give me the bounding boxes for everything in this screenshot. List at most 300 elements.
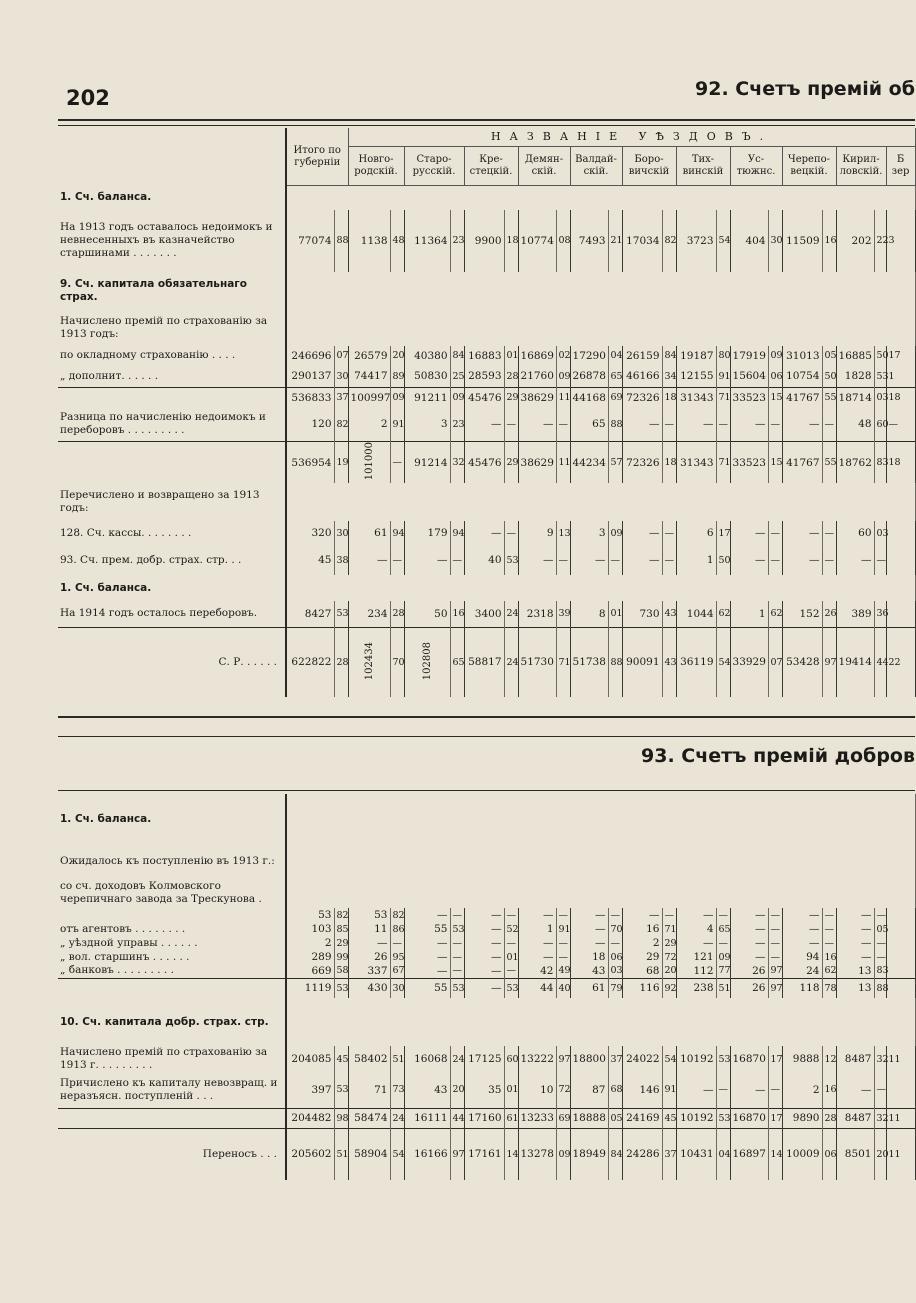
cell-rubles: 13222 <box>518 1046 556 1072</box>
cell-rubles: — <box>404 964 450 978</box>
cell-rubles: 12155 <box>676 366 716 388</box>
cell-kopecks: 68 <box>608 1072 622 1108</box>
cell-rubles: 204085 <box>286 1046 334 1072</box>
cell-kopecks: — <box>822 545 836 575</box>
cell-kopecks: 24 <box>504 601 518 627</box>
cell-rubles: — <box>518 408 556 442</box>
table-row <box>58 936 915 950</box>
cell-kopecks: 97 <box>556 1046 570 1072</box>
cell-kopecks: 09 <box>768 346 782 366</box>
table-row <box>58 978 915 998</box>
cell-rubles: — <box>348 936 390 950</box>
cell-rubles: 9888 <box>782 1046 822 1072</box>
cell-rubles: 24022 <box>622 1046 662 1072</box>
cell-rubles: 26 <box>730 964 768 978</box>
cell-rubles: — <box>570 545 608 575</box>
cell-kopecks: 01 <box>504 1072 518 1108</box>
cell-kopecks: 32 <box>874 1046 886 1072</box>
cell-kopecks: 09 <box>556 366 570 388</box>
header-group-text: НАЗВАНІЕ УѢЗДОВЪ. <box>490 129 773 143</box>
cell-kopecks: 92 <box>662 978 676 998</box>
cell-kopecks: — <box>504 964 518 978</box>
cell-rubles <box>348 627 390 697</box>
cell-kopecks: 45 <box>662 1108 676 1128</box>
cell-kopecks: 16 <box>822 950 836 964</box>
cell-rubles: — <box>404 545 450 575</box>
cell-kopecks: 72 <box>662 950 676 964</box>
cell-rubles: 18762 <box>836 442 874 484</box>
cell-rubles: 13233 <box>518 1108 556 1128</box>
cell-kopecks: 53 <box>716 1046 730 1072</box>
cell-kopecks: 49 <box>556 964 570 978</box>
table93-top-rule <box>58 790 915 791</box>
cell-rubles: 31013 <box>782 346 822 366</box>
cell-kopecks: — <box>874 950 886 964</box>
cell-kopecks: 62 <box>822 964 836 978</box>
cell-rubles: 33929 <box>730 627 768 697</box>
cell-rubles: 26878 <box>570 366 608 388</box>
top-rule-thick <box>58 119 915 121</box>
cell-kopecks: 37 <box>334 388 348 408</box>
cell-kopecks: 05 <box>608 1108 622 1128</box>
cell-rubles: 10754 <box>782 366 822 388</box>
header-district: Кре-стецкій. <box>464 147 518 186</box>
cell-rubles: 11364 <box>404 210 450 272</box>
cell-kopecks: — <box>608 936 622 950</box>
cell-rubles: 31343 <box>676 388 716 408</box>
table-row <box>58 186 915 210</box>
cell-rubles: 51738 <box>570 627 608 697</box>
cell-kopecks: — <box>662 545 676 575</box>
row-label: „ дополнит. . . . . . <box>58 366 286 388</box>
row-label: Перечислено и возвращено за 1913 годъ: <box>58 483 286 521</box>
cell-rubles: — <box>730 521 768 545</box>
cell-rubles: 58402 <box>348 1046 390 1072</box>
cell-kopecks: 24 <box>390 1108 404 1128</box>
cell-kopecks: 84 <box>662 346 676 366</box>
cell-rubles: 3 <box>404 408 450 442</box>
cell-kopecks: 70 <box>390 627 404 697</box>
cell-kopecks: 37 <box>608 1046 622 1072</box>
cell-partial <box>886 545 915 575</box>
cell-partial: 1 <box>886 366 915 388</box>
cell-kopecks: 77 <box>716 964 730 978</box>
cell-kopecks: 88 <box>874 978 886 998</box>
row-label: со сч. доходовъ Колмовского черепичнаго завода за Трескунова . <box>58 878 286 908</box>
cell-partial: 11 <box>886 1046 915 1072</box>
cell-partial <box>886 1072 915 1108</box>
cell-rubles: 24286 <box>622 1128 662 1180</box>
cell-kopecks: 24 <box>504 627 518 697</box>
cell-kopecks: 09 <box>716 950 730 964</box>
cell-rubles: — <box>782 936 822 950</box>
cell-rubles: 19187 <box>676 346 716 366</box>
cell-partial: — <box>886 408 915 442</box>
row-label <box>58 1108 286 1128</box>
cell-rubles: — <box>676 908 716 922</box>
cell-kopecks: 17 <box>716 521 730 545</box>
cell-rubles: 205602 <box>286 1128 334 1180</box>
cell-rubles: 87 <box>570 1072 608 1108</box>
header-district: Демян-скій. <box>518 147 570 186</box>
cell-rubles: — <box>404 908 450 922</box>
cell-kopecks: 13 <box>556 521 570 545</box>
cell-rubles: 31343 <box>676 442 716 484</box>
row-filler <box>286 844 915 878</box>
cell-rubles: 18800 <box>570 1046 608 1072</box>
cell-kopecks: 50 <box>874 346 886 366</box>
row-label <box>58 442 286 484</box>
cell-rubles: 53 <box>286 908 334 922</box>
cell-rubles: 10192 <box>676 1046 716 1072</box>
cell-partial: 11 <box>886 1108 915 1128</box>
cell-kopecks: 80 <box>716 346 730 366</box>
cell-rubles-vertical: 102808 <box>421 641 433 681</box>
cell-kopecks: 28 <box>334 627 348 697</box>
cell-kopecks: — <box>768 545 782 575</box>
cell-rubles: — <box>782 521 822 545</box>
cell-rubles: 50 <box>404 601 450 627</box>
cell-rubles: 18949 <box>570 1128 608 1180</box>
cell-kopecks: 97 <box>768 978 782 998</box>
cell-rubles: 16870 <box>730 1046 768 1072</box>
cell-rubles: 72326 <box>622 388 662 408</box>
cell-rubles: 730 <box>622 601 662 627</box>
cell-kopecks: 28 <box>822 1108 836 1128</box>
cell-kopecks: — <box>556 950 570 964</box>
cell-kopecks: 51 <box>390 1046 404 1072</box>
cell-rubles: 2 <box>348 408 390 442</box>
cell-partial: 22 <box>886 627 915 697</box>
cell-kopecks: 78 <box>822 978 836 998</box>
row-label: На 1913 годъ оставалось недоимокъ и невнесенныхъ въ казначейство старшинами . . . . . . . <box>58 210 286 272</box>
cell-rubles: 61 <box>348 521 390 545</box>
cell-kopecks: 82 <box>390 908 404 922</box>
cell-rubles: 6 <box>676 521 716 545</box>
cell-kopecks: 50 <box>716 545 730 575</box>
table-row <box>58 483 915 521</box>
cell-kopecks: 03 <box>874 521 886 545</box>
cell-kopecks: 07 <box>334 346 348 366</box>
cell-rubles: 41767 <box>782 388 822 408</box>
cell-kopecks: 95 <box>390 950 404 964</box>
header-district: Новго-родскій. <box>348 147 404 186</box>
cell-rubles: 146 <box>622 1072 662 1108</box>
cell-kopecks: 20 <box>662 964 676 978</box>
cell-rubles: 10 <box>518 1072 556 1108</box>
cell-rubles: — <box>404 936 450 950</box>
cell-rubles: 290137 <box>286 366 334 388</box>
page-number: 202 <box>66 86 110 110</box>
cell-rubles: — <box>570 908 608 922</box>
cell-kopecks: 17 <box>768 1108 782 1128</box>
table-row <box>58 442 915 484</box>
cell-rubles: 1 <box>676 545 716 575</box>
row-label: Ожидалось къ поступленію въ 1913 г.: <box>58 844 286 878</box>
cell-kopecks: — <box>608 545 622 575</box>
cell-rubles: 26159 <box>622 346 662 366</box>
table-row <box>58 272 915 310</box>
cell-kopecks: 88 <box>334 210 348 272</box>
cell-rubles: 246696 <box>286 346 334 366</box>
cell-rubles: 21760 <box>518 366 556 388</box>
cell-kopecks: 53 <box>450 922 464 936</box>
cell-kopecks: — <box>874 908 886 922</box>
cell-kopecks: 55 <box>822 388 836 408</box>
cell-kopecks: 25 <box>450 366 464 388</box>
cell-rubles: 41767 <box>782 442 822 484</box>
cell-kopecks: 65 <box>608 366 622 388</box>
row-filler <box>286 310 915 346</box>
cell-rubles: — <box>782 545 822 575</box>
cell-kopecks: 45 <box>334 1046 348 1072</box>
cell-rubles: 50830 <box>404 366 450 388</box>
cell-rubles: 16883 <box>464 346 504 366</box>
cell-rubles: 42 <box>518 964 556 978</box>
cell-kopecks: 37 <box>662 1128 676 1180</box>
cell-kopecks: — <box>768 1072 782 1108</box>
cell-kopecks: 32 <box>874 1108 886 1128</box>
row-label: 93. Сч. прем. добр. страх. стр. . . <box>58 545 286 575</box>
cell-rubles: 44 <box>518 978 556 998</box>
cell-rubles: 24 <box>782 964 822 978</box>
cell-rubles: 26 <box>730 978 768 998</box>
cell-kopecks: 53 <box>504 545 518 575</box>
cell-rubles: 13278 <box>518 1128 556 1180</box>
cell-rubles: 51730 <box>518 627 556 697</box>
cell-kopecks: — <box>768 950 782 964</box>
cell-rubles: — <box>676 1072 716 1108</box>
cell-kopecks: — <box>556 908 570 922</box>
cell-kopecks: — <box>768 922 782 936</box>
cell-kopecks: 11 <box>556 442 570 484</box>
row-label <box>58 978 286 998</box>
cell-rubles: 28593 <box>464 366 504 388</box>
row-filler <box>286 878 915 908</box>
cell-rubles: — <box>730 950 768 964</box>
cell-kopecks: 16 <box>822 210 836 272</box>
top-rule-thin <box>58 125 915 126</box>
cell-rubles: 17034 <box>622 210 662 272</box>
cell-kopecks: 36 <box>874 601 886 627</box>
cell-kopecks: 28 <box>390 601 404 627</box>
cell-kopecks: 97 <box>768 964 782 978</box>
cell-kopecks: — <box>874 545 886 575</box>
cell-rubles: 179 <box>404 521 450 545</box>
cell-kopecks: 01 <box>504 950 518 964</box>
cell-kopecks: 09 <box>390 388 404 408</box>
cell-kopecks: — <box>716 408 730 442</box>
table-92 <box>58 128 916 697</box>
cell-rubles: 48 <box>836 408 874 442</box>
cell-rubles: 13 <box>836 978 874 998</box>
cell-rubles: 43 <box>404 1072 450 1108</box>
cell-kopecks: 99 <box>334 950 348 964</box>
cell-rubles: 36119 <box>676 627 716 697</box>
cell-kopecks: 88 <box>608 627 622 697</box>
cell-kopecks: 06 <box>608 950 622 964</box>
cell-kopecks: 85 <box>334 922 348 936</box>
cell-kopecks: 02 <box>556 346 570 366</box>
cell-rubles: 13 <box>836 964 874 978</box>
cell-rubles: 8487 <box>836 1108 874 1128</box>
cell-rubles: 9 <box>518 521 556 545</box>
table-row <box>58 878 915 908</box>
cell-kopecks: 61 <box>504 1108 518 1128</box>
cell-kopecks: 52 <box>504 922 518 936</box>
cell-rubles: — <box>782 908 822 922</box>
cell-kopecks: — <box>716 1072 730 1108</box>
cell-kopecks: 94 <box>450 521 464 545</box>
cell-rubles: 26 <box>348 950 390 964</box>
cell-kopecks: 60 <box>874 408 886 442</box>
cell-kopecks: 60 <box>504 1046 518 1072</box>
cell-rubles: — <box>464 978 504 998</box>
cell-rubles: — <box>464 922 504 936</box>
cell-kopecks: 57 <box>608 442 622 484</box>
cell-rubles: 43 <box>570 964 608 978</box>
cell-rubles: 1 <box>518 922 556 936</box>
cell-kopecks: 88 <box>608 408 622 442</box>
cell-kopecks: 14 <box>504 1128 518 1180</box>
cell-kopecks: 91 <box>390 408 404 442</box>
cell-rubles: 29 <box>622 950 662 964</box>
cell-kopecks: 54 <box>716 627 730 697</box>
cell-rubles: — <box>730 408 768 442</box>
cell-rubles: 58474 <box>348 1108 390 1128</box>
cell-rubles: — <box>622 908 662 922</box>
cell-kopecks: 69 <box>608 388 622 408</box>
cell-rubles: 10774 <box>518 210 556 272</box>
cell-rubles: 2 <box>782 1072 822 1108</box>
cell-kopecks: 94 <box>390 521 404 545</box>
cell-rubles: 33523 <box>730 442 768 484</box>
header-district: Тих-винскій <box>676 147 730 186</box>
table-row <box>58 388 915 408</box>
cell-rubles: 72326 <box>622 442 662 484</box>
cell-kopecks: — <box>662 521 676 545</box>
cell-rubles: — <box>836 545 874 575</box>
cell-partial: 11 <box>886 1128 915 1180</box>
table-row <box>58 346 915 366</box>
cell-rubles: 103 <box>286 922 334 936</box>
cell-rubles: 10431 <box>676 1128 716 1180</box>
cell-rubles: 2 <box>286 936 334 950</box>
cell-kopecks: 29 <box>662 936 676 950</box>
cell-kopecks: 18 <box>662 442 676 484</box>
cell-partial: 17 <box>886 346 915 366</box>
cell-kopecks: 16 <box>450 601 464 627</box>
cell-kopecks: 30 <box>334 521 348 545</box>
cell-kopecks: 82 <box>334 908 348 922</box>
cell-rubles: 26579 <box>348 346 390 366</box>
cell-rubles: — <box>518 950 556 964</box>
cell-kopecks: 65 <box>450 627 464 697</box>
cell-kopecks: 04 <box>716 1128 730 1180</box>
cell-kopecks: 12 <box>822 1046 836 1072</box>
cell-kopecks: 23 <box>450 210 464 272</box>
cell-rubles: 18 <box>570 950 608 964</box>
cell-rubles: 53428 <box>782 627 822 697</box>
cell-kopecks: 54 <box>390 1128 404 1180</box>
row-filler <box>286 575 915 601</box>
cell-rubles: — <box>518 908 556 922</box>
section-heading: 10. Сч. капитала добр. страх. стр. <box>58 998 286 1046</box>
cell-rubles: 3400 <box>464 601 504 627</box>
cell-rubles <box>348 442 390 484</box>
cell-kopecks: 71 <box>716 442 730 484</box>
cell-rubles: 2318 <box>518 601 556 627</box>
cell-kopecks: 55 <box>822 442 836 484</box>
table-row <box>58 521 915 545</box>
cell-kopecks: 01 <box>504 346 518 366</box>
cell-kopecks: 82 <box>662 210 676 272</box>
cell-kopecks: 89 <box>390 366 404 388</box>
row-label: Переносъ . . . <box>58 1128 286 1180</box>
cell-kopecks: 39 <box>556 601 570 627</box>
cell-kopecks: 73 <box>390 1072 404 1108</box>
cell-rubles: 116 <box>622 978 662 998</box>
cell-rubles: 53 <box>348 908 390 922</box>
cell-rubles: — <box>730 1072 768 1108</box>
cell-rubles: 337 <box>348 964 390 978</box>
cell-kopecks: 07 <box>768 627 782 697</box>
cell-kopecks: 16 <box>822 1072 836 1108</box>
cell-kopecks: 06 <box>822 1128 836 1180</box>
row-label: отъ агентовъ . . . . . . . . <box>58 922 286 936</box>
cell-kopecks: 30 <box>334 366 348 388</box>
cell-rubles: 8 <box>570 601 608 627</box>
cell-kopecks: 29 <box>504 442 518 484</box>
cell-partial <box>886 936 915 950</box>
cell-kopecks: 03 <box>874 388 886 408</box>
cell-rubles: 118 <box>782 978 822 998</box>
row-label: На 1914 годъ осталось переборовъ. <box>58 601 286 627</box>
cell-kopecks: 65 <box>716 922 730 936</box>
cell-rubles: 9900 <box>464 210 504 272</box>
cell-rubles: 11 <box>348 922 390 936</box>
row-label <box>58 908 286 922</box>
row-label: „ банковъ . . . . . . . . . <box>58 964 286 978</box>
cell-rubles: 16897 <box>730 1128 768 1180</box>
cell-kopecks: 67 <box>390 964 404 978</box>
row-label: Начислено премій по страхованію за 1913 годъ: <box>58 310 286 346</box>
cell-kopecks: 97 <box>450 1128 464 1180</box>
cell-rubles: 44234 <box>570 442 608 484</box>
row-label: Начислено премій по страхованію за 1913 г. . . . . . . . . <box>58 1046 286 1072</box>
cell-rubles: 16166 <box>404 1128 450 1180</box>
cell-kopecks: 20 <box>390 346 404 366</box>
cell-rubles: — <box>836 950 874 964</box>
row-label: „ вол. старшинъ . . . . . . <box>58 950 286 964</box>
cell-kopecks: 71 <box>716 388 730 408</box>
cell-rubles: 17161 <box>464 1128 504 1180</box>
cell-kopecks: — <box>822 408 836 442</box>
cell-kopecks: — <box>874 1072 886 1108</box>
section-92-title: 92. Счетъ премій об <box>695 78 915 100</box>
cell-rubles: 61 <box>570 978 608 998</box>
cell-kopecks: 38 <box>334 545 348 575</box>
cell-kopecks: — <box>768 936 782 950</box>
cell-rubles: 238 <box>676 978 716 998</box>
cell-kopecks: — <box>390 545 404 575</box>
cell-kopecks: — <box>556 545 570 575</box>
cell-kopecks: — <box>822 936 836 950</box>
cell-rubles: — <box>570 936 608 950</box>
cell-partial: 18 <box>886 388 915 408</box>
cell-kopecks: 19 <box>334 442 348 484</box>
section-heading: 9. Сч. капитала обязательнаго страх. <box>58 272 286 310</box>
